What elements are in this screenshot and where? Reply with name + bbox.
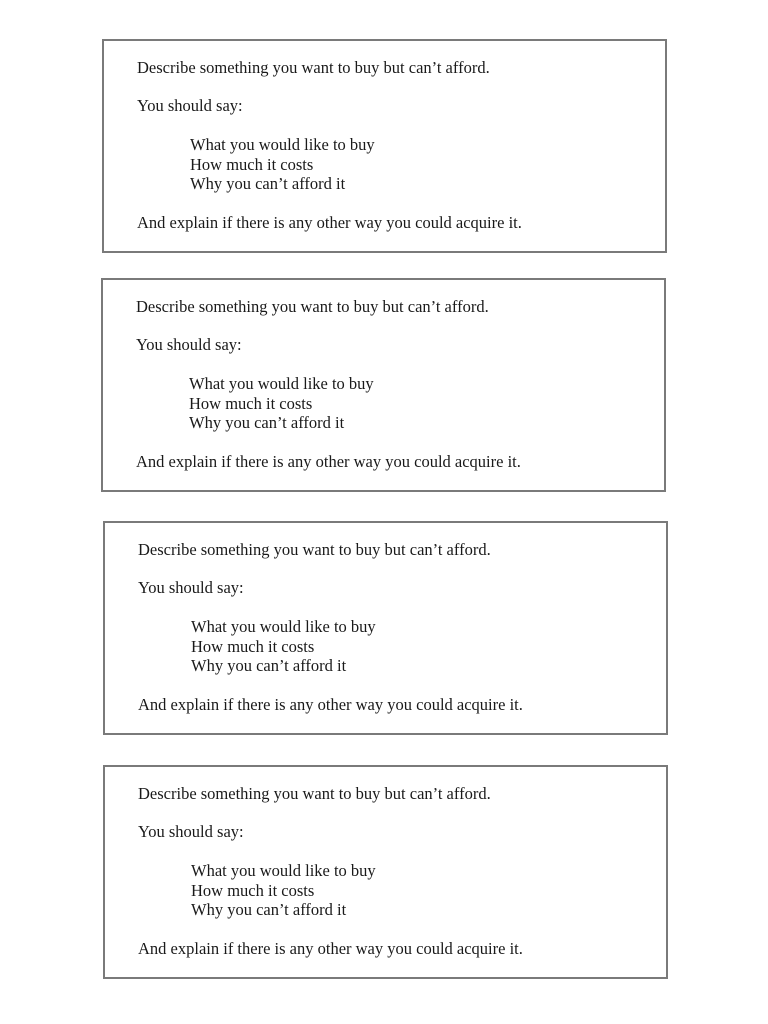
card-point: What you would like to buy — [189, 374, 374, 393]
card-points-list — [190, 135, 375, 194]
card-point: How much it costs — [191, 636, 315, 656]
card-points-list — [191, 617, 376, 676]
card-you-should-say: You should say: — [138, 578, 244, 597]
card-point: How much it costs — [189, 393, 313, 413]
card-point: What you would like to buy — [190, 135, 375, 154]
card-explain: And explain if there is any other way you could acquire it. — [136, 452, 521, 471]
card-prompt: Describe something you want to buy but can’t afford. — [137, 58, 490, 77]
card-points-list — [189, 374, 374, 433]
cue-card-4 — [103, 765, 668, 979]
cue-card-1 — [102, 39, 667, 253]
card-explain: And explain if there is any other way you could acquire it. — [138, 939, 523, 958]
card-explain: And explain if there is any other way you could acquire it. — [138, 695, 523, 714]
card-point: What you would like to buy — [191, 861, 376, 880]
card-you-should-say: You should say: — [137, 96, 243, 115]
card-point: What you would like to buy — [191, 617, 376, 636]
card-point: Why you can’t afford it — [191, 900, 347, 919]
cue-card-2 — [101, 278, 666, 492]
card-points-list — [191, 861, 376, 920]
card-prompt: Describe something you want to buy but can’t afford. — [136, 297, 489, 316]
card-you-should-say: You should say: — [138, 822, 244, 841]
card-point: Why you can’t afford it — [191, 656, 347, 675]
card-point: How much it costs — [191, 880, 315, 900]
card-explain: And explain if there is any other way you could acquire it. — [137, 213, 522, 232]
card-point: Why you can’t afford it — [189, 413, 345, 432]
card-point: Why you can’t afford it — [190, 174, 346, 193]
card-prompt: Describe something you want to buy but can’t afford. — [138, 540, 491, 559]
cue-card-3 — [103, 521, 668, 735]
card-prompt: Describe something you want to buy but can’t afford. — [138, 784, 491, 803]
card-point: How much it costs — [190, 154, 314, 174]
card-you-should-say: You should say: — [136, 335, 242, 354]
